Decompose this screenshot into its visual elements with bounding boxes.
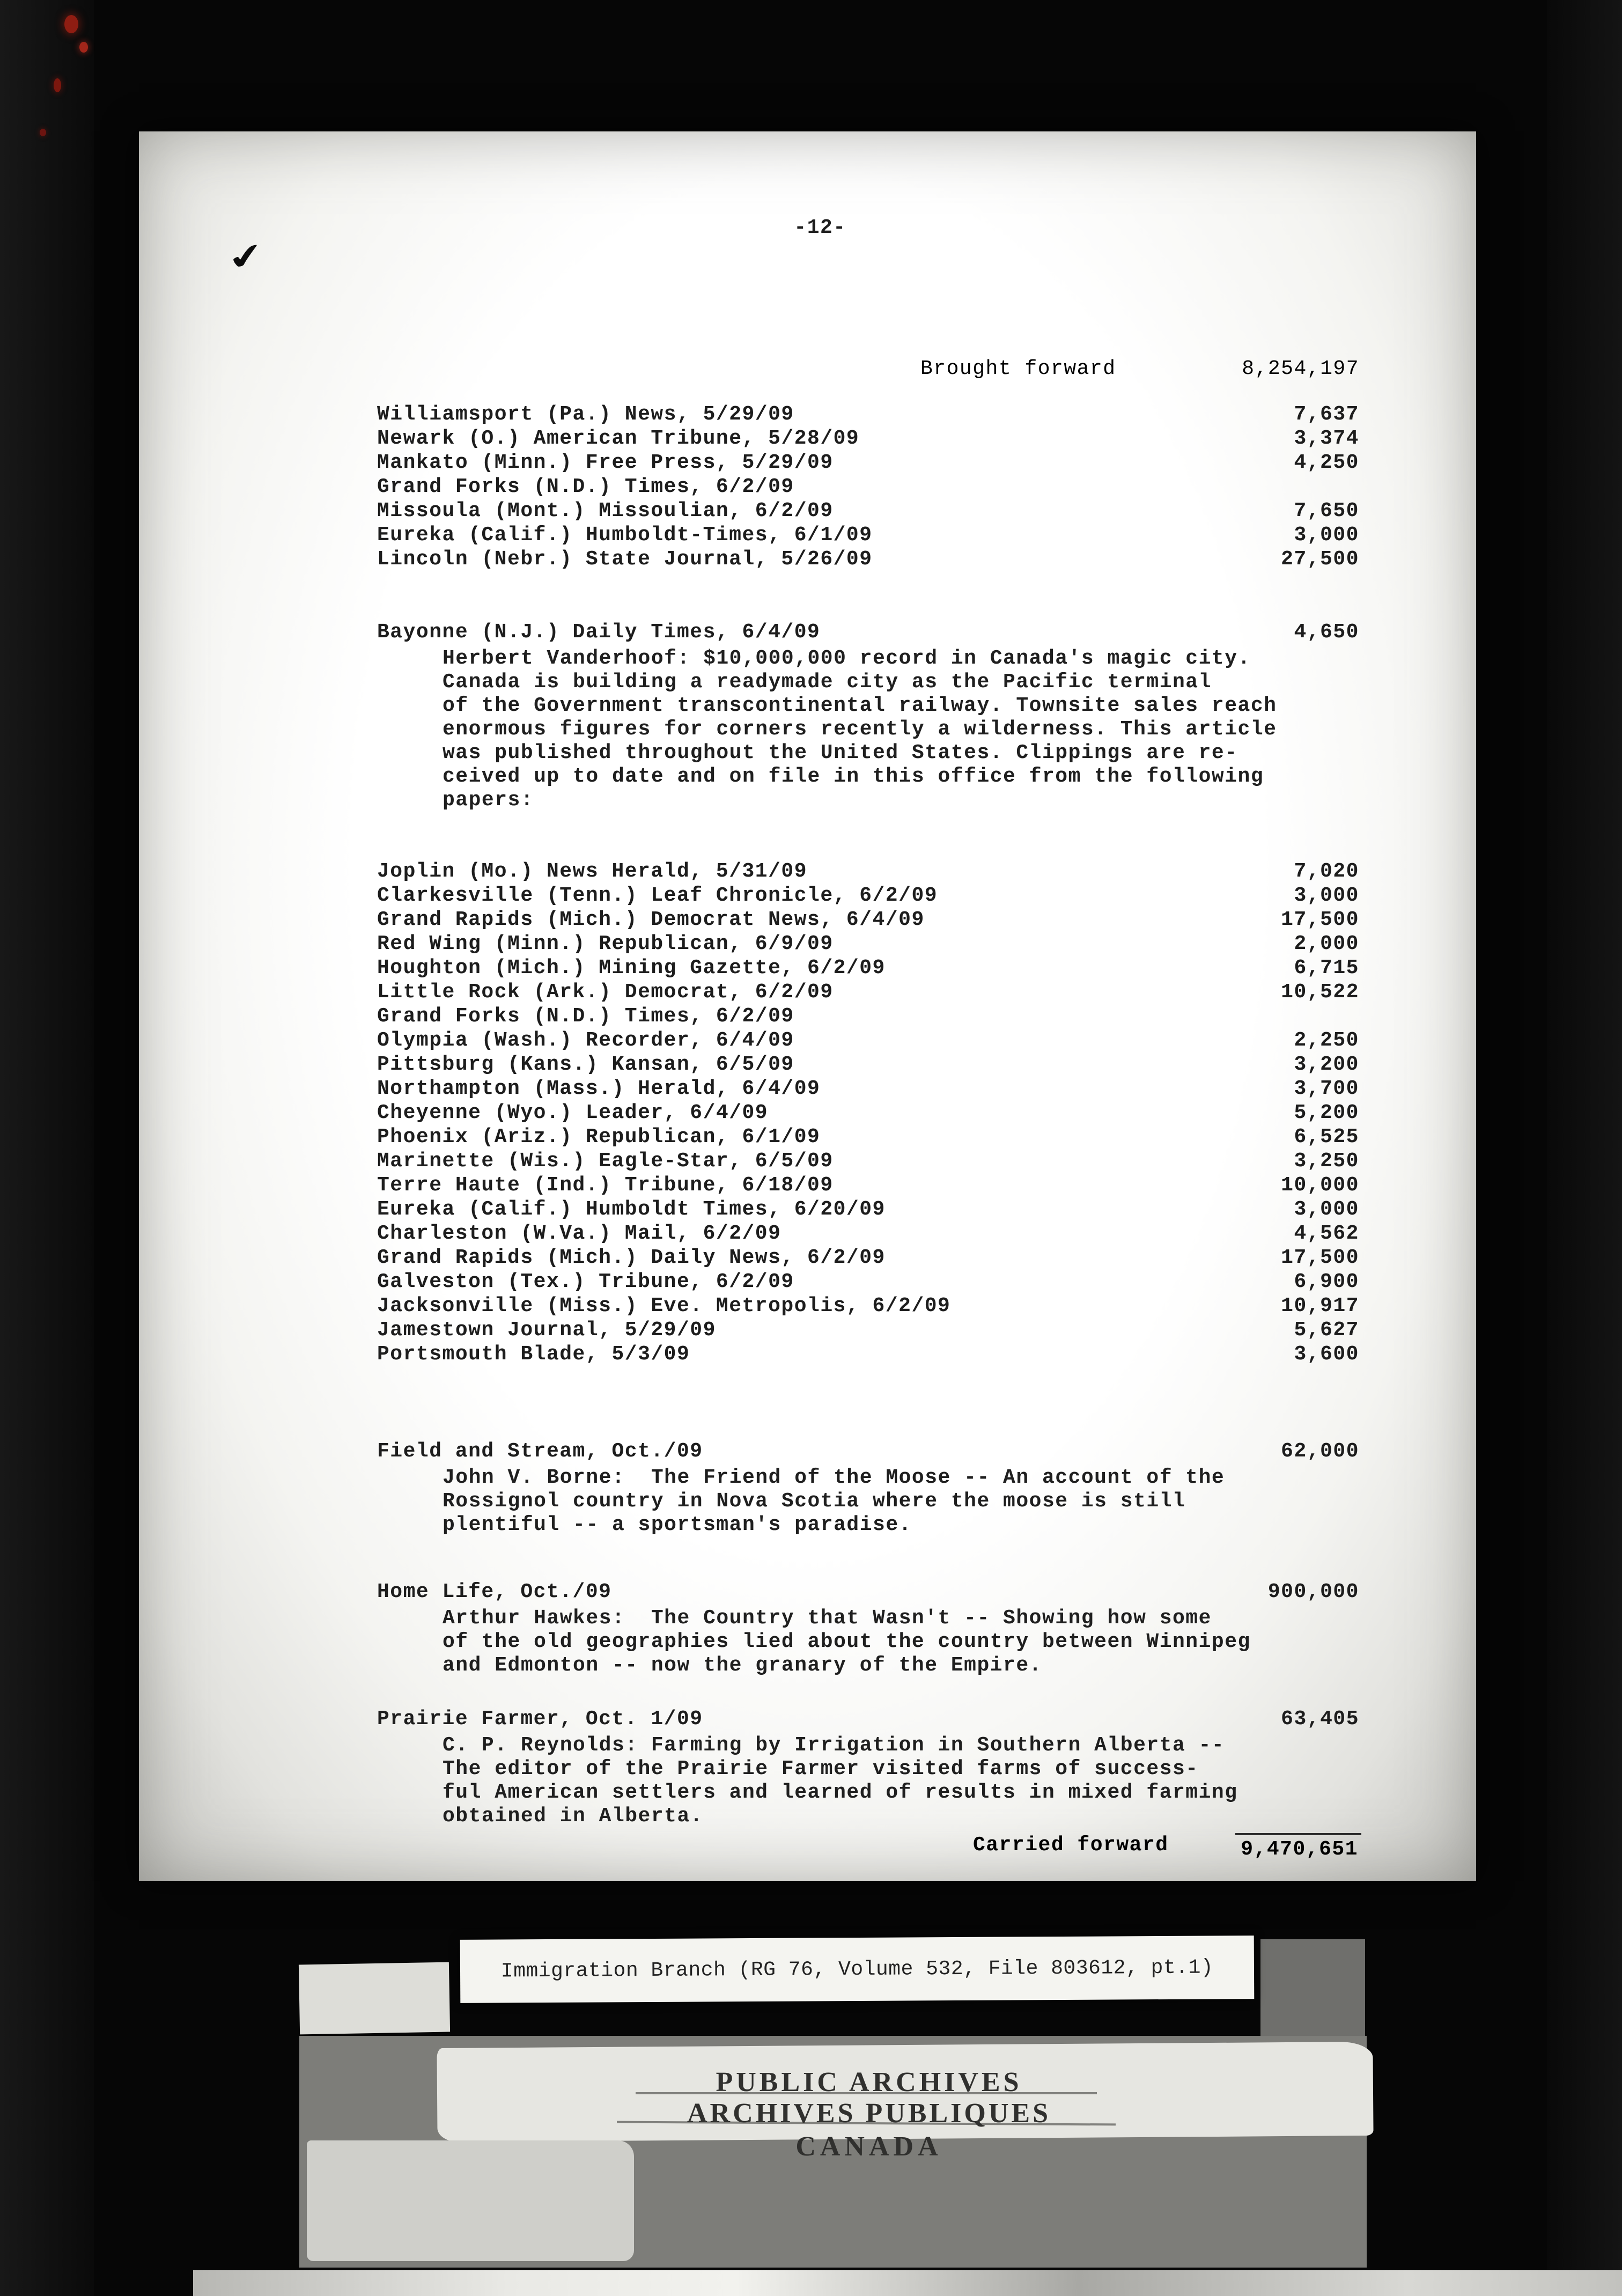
entry-value: 2,000 [1294, 932, 1359, 955]
ledger-row [377, 426, 1359, 451]
entry-value: 3,000 [1294, 884, 1359, 907]
entry-value: 900,000 [1267, 1580, 1359, 1603]
entry-name: Williamsport (Pa.) News, 5/29/09 [377, 403, 794, 426]
film-edge-left [0, 0, 94, 2296]
ledger-row [377, 1053, 1359, 1077]
note-line: enormous figures for corners recently a wilderness. This article [443, 718, 1277, 741]
ledger-row [377, 499, 1359, 523]
ledger-row [377, 1125, 1359, 1149]
archives-stamp-line-1: PUBLIC ARCHIVES [716, 2067, 1022, 2098]
carried-forward-row [973, 1833, 1361, 1861]
entry-value: 6,715 [1294, 956, 1359, 980]
entry-value: 3,600 [1294, 1343, 1359, 1366]
carried-forward-value: 9,470,651 [1235, 1833, 1361, 1861]
entry-name: Missoula (Mont.) Missoulian, 6/2/09 [377, 499, 834, 523]
note-line: ceived up to date and on file in this office from the following [443, 765, 1264, 788]
entry-value: 10,000 [1281, 1174, 1359, 1197]
entry-value: 3,200 [1294, 1053, 1359, 1076]
note-line: of the old geographies lied about the country between Winnipeg [443, 1630, 1251, 1653]
ledger-row [377, 1028, 1359, 1053]
entry-note [443, 647, 1359, 812]
newspaper-list-mid [377, 859, 1359, 1366]
entry-name: Clarkesville (Tenn.) Leaf Chronicle, 6/2/09 [377, 884, 938, 907]
newspaper-list-top [377, 402, 1359, 571]
ledger-row [377, 908, 1359, 932]
entry-value: 4,562 [1294, 1222, 1359, 1245]
entry-name: Galveston (Tex.) Tribune, 6/2/09 [377, 1270, 794, 1293]
entry-name: Bayonne (N.J.) Daily Times, 6/4/09 [377, 621, 821, 644]
note-line: plentiful -- a sportsman's paradise. [443, 1513, 912, 1536]
note-line: obtained in Alberta. [443, 1805, 704, 1828]
ledger-row [377, 1101, 1359, 1125]
entry-value: 4,250 [1294, 451, 1359, 474]
entry-value: 10,522 [1281, 981, 1359, 1004]
ledger-row [377, 932, 1359, 956]
ledger-row [377, 1173, 1359, 1197]
ledger-row [377, 1246, 1359, 1270]
entry-value: 17,500 [1281, 908, 1359, 931]
entry-name: Prairie Farmer, Oct. 1/09 [377, 1708, 703, 1731]
archives-stamp-line-2: ARCHIVES PUBLIQUES [687, 2098, 1051, 2129]
note-line: The editor of the Prairie Farmer visited farms of success- [443, 1757, 1199, 1780]
ledger-row [377, 620, 1359, 644]
entry-value: 4,650 [1294, 621, 1359, 644]
entry-name: Joplin (Mo.) News Herald, 5/31/09 [377, 860, 808, 883]
ledger-row [377, 1077, 1359, 1101]
ledger-row [377, 1149, 1359, 1173]
note-line: Arthur Hawkes: The Country that Wasn't -- Showing how some [443, 1607, 1212, 1630]
note-line: Rossignol country in Nova Scotia where the moose is still [443, 1490, 1186, 1513]
entry-name: Houghton (Mich.) Mining Gazette, 6/2/09 [377, 956, 886, 980]
brought-forward-row [920, 357, 1359, 381]
film-dust [79, 42, 88, 53]
note-line: John V. Borne: The Friend of the Moose -- An account of the [443, 1466, 1225, 1489]
magazine-entry-home-life [377, 1580, 1359, 1677]
entry-note [443, 1607, 1359, 1677]
entry-name: Northampton (Mass.) Herald, 6/4/09 [377, 1077, 821, 1100]
bayonne-entry [377, 620, 1359, 812]
film-dust [64, 15, 78, 33]
entry-name: Cheyenne (Wyo.) Leader, 6/4/09 [377, 1101, 769, 1124]
entry-name: Grand Forks (N.D.) Times, 6/2/09 [377, 475, 794, 498]
ledger-row [377, 1221, 1359, 1246]
entry-name: Lincoln (Nebr.) State Journal, 5/26/09 [377, 548, 873, 571]
ledger-row [377, 980, 1359, 1004]
entry-name: Pittsburg (Kans.) Kansan, 6/5/09 [377, 1053, 794, 1076]
entry-note [443, 1466, 1359, 1537]
carried-forward-label: Carried forward [973, 1834, 1169, 1857]
note-line: and Edmonton -- now the granary of the Empire. [443, 1654, 1042, 1677]
ledger-row [377, 1270, 1359, 1294]
entry-name: Home Life, Oct./09 [377, 1580, 612, 1603]
entry-name: Marinette (Wis.) Eagle-Star, 6/5/09 [377, 1150, 834, 1173]
entry-name: Eureka (Calif.) Humboldt Times, 6/20/09 [377, 1198, 886, 1221]
entry-value: 10,917 [1281, 1294, 1359, 1318]
archives-stamp-line-3: CANADA [795, 2131, 942, 2162]
ledger-row [377, 1294, 1359, 1318]
ledger-row [377, 402, 1359, 426]
ledger-row [377, 1004, 1359, 1028]
entry-name: Charleston (W.Va.) Mail, 6/2/09 [377, 1222, 781, 1245]
entry-name: Mankato (Minn.) Free Press, 5/29/09 [377, 451, 834, 474]
magazine-entry-prairie-farmer [377, 1707, 1359, 1828]
ledger-row [377, 1342, 1359, 1366]
ledger-row [377, 956, 1359, 980]
entry-name: Grand Rapids (Mich.) Daily News, 6/2/09 [377, 1246, 886, 1269]
document-page [139, 131, 1476, 1881]
ledger-row [377, 1318, 1359, 1342]
note-line: ful American settlers and learned of results in mixed farming [443, 1781, 1238, 1804]
archive-reference-text: Immigration Branch (RG 76, Volume 532, File 803612, pt.1) [500, 1956, 1214, 1983]
note-line: Herbert Vanderhoof: $10,000,000 record in Canada's magic city. [443, 647, 1251, 670]
page-number: -12- [794, 216, 846, 239]
entry-name: Phoenix (Ariz.) Republican, 6/1/09 [377, 1125, 821, 1149]
entry-name: Portsmouth Blade, 5/3/09 [377, 1343, 690, 1366]
entry-name: Jacksonville (Miss.) Eve. Metropolis, 6/2/09 [377, 1294, 951, 1318]
entry-name: Little Rock (Ark.) Democrat, 6/2/09 [377, 981, 834, 1004]
archive-reference-strip [460, 1936, 1255, 2003]
entry-name: Jamestown Journal, 5/29/09 [377, 1319, 716, 1342]
entry-name: Olympia (Wash.) Recorder, 6/4/09 [377, 1029, 794, 1052]
ledger-row [377, 475, 1359, 499]
ledger-row [377, 1197, 1359, 1221]
entry-value: 5,627 [1294, 1319, 1359, 1342]
note-line: papers: [443, 789, 534, 812]
entry-name: Grand Rapids (Mich.) Democrat News, 6/4/09 [377, 908, 925, 931]
note-line: of the Government transcontinental railway. Townsite sales reach [443, 694, 1277, 717]
entry-value: 17,500 [1281, 1246, 1359, 1269]
entry-name: Terre Haute (Ind.) Tribune, 6/18/09 [377, 1174, 834, 1197]
ledger-row [377, 884, 1359, 908]
entry-value: 5,200 [1294, 1101, 1359, 1124]
entry-value: 3,250 [1294, 1150, 1359, 1173]
entry-value: 3,000 [1294, 1198, 1359, 1221]
entry-name: Grand Forks (N.D.) Times, 6/2/09 [377, 1005, 794, 1028]
entry-value: 6,525 [1294, 1125, 1359, 1149]
ink-mark-icon: ✔ [227, 234, 265, 282]
entry-value: 6,900 [1294, 1270, 1359, 1293]
ledger-row [377, 1580, 1359, 1604]
note-line: C. P. Reynolds: Farming by Irrigation in Southern Alberta -- [443, 1734, 1225, 1757]
entry-value: 62,000 [1281, 1440, 1359, 1463]
brought-forward-label: Brought forward [920, 357, 1116, 380]
entry-name: Newark (O.) American Tribune, 5/28/09 [377, 427, 860, 450]
entry-value: 2,250 [1294, 1029, 1359, 1052]
film-bottom-strip [193, 2270, 1622, 2296]
entry-name: Red Wing (Minn.) Republican, 6/9/09 [377, 932, 834, 955]
magazine-entry-field-and-stream [377, 1439, 1359, 1537]
entry-value: 7,637 [1294, 403, 1359, 426]
entry-value: 7,650 [1294, 499, 1359, 523]
film-dust [54, 78, 61, 92]
entry-value: 7,020 [1294, 860, 1359, 883]
ledger-row [377, 451, 1359, 475]
ledger-row [377, 523, 1359, 547]
brought-forward-value: 8,254,197 [1242, 357, 1359, 380]
ledger-row [377, 1707, 1359, 1731]
note-line: was published throughout the United States. Clippings are re- [443, 741, 1238, 764]
entry-name: Field and Stream, Oct./09 [377, 1440, 703, 1463]
entry-note [443, 1734, 1359, 1828]
entry-value: 27,500 [1281, 548, 1359, 571]
paper-scrap [299, 1962, 450, 2035]
ledger-row [377, 1439, 1359, 1463]
film-dust [40, 129, 46, 136]
ledger-row [377, 859, 1359, 884]
note-line: Canada is building a readymade city as the Pacific terminal [443, 671, 1212, 694]
entry-value: 3,700 [1294, 1077, 1359, 1100]
ledger-row [377, 547, 1359, 571]
film-edge-right [1547, 0, 1622, 2296]
entry-value: 3,000 [1294, 524, 1359, 547]
entry-value: 63,405 [1281, 1708, 1359, 1731]
entry-name: Eureka (Calif.) Humboldt-Times, 6/1/09 [377, 524, 873, 547]
entry-value: 3,374 [1294, 427, 1359, 450]
